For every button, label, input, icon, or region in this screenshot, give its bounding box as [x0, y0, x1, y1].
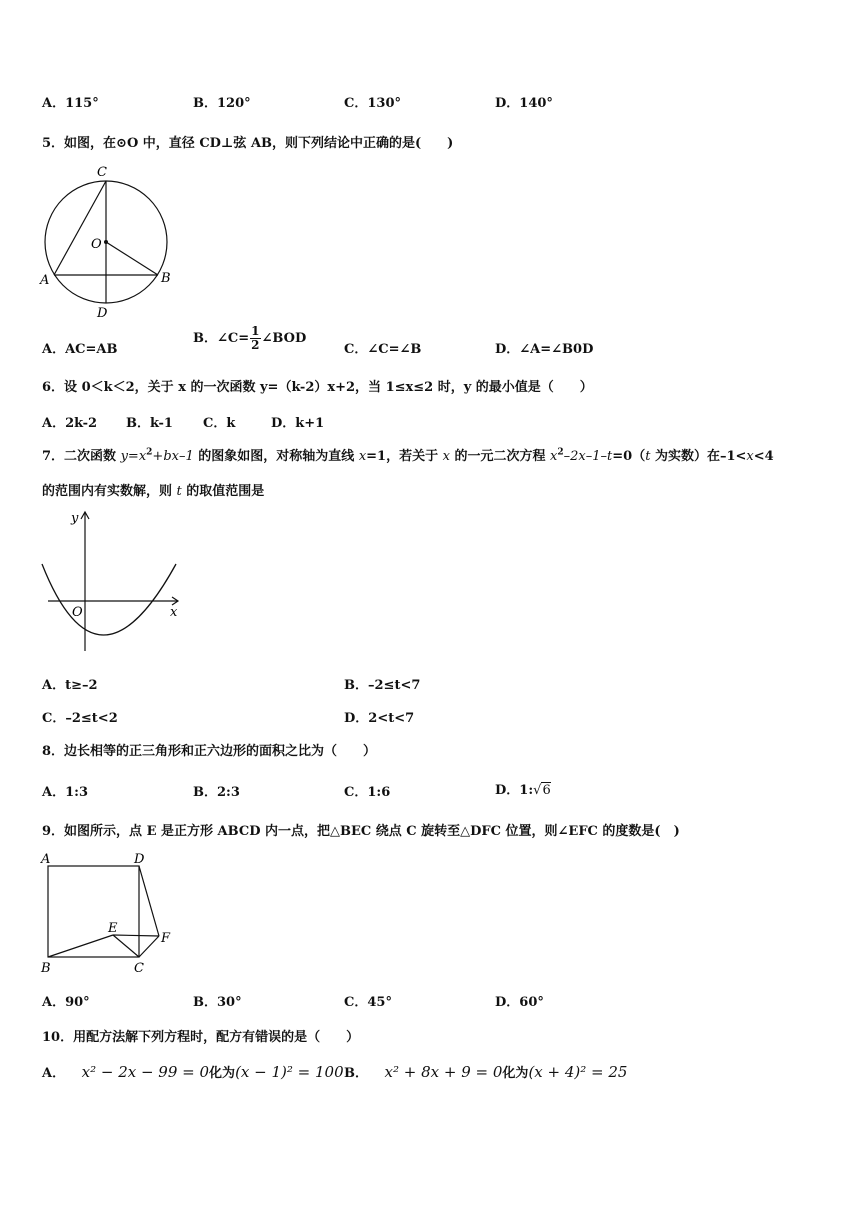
- equation-result: (x − 1)² = 100: [235, 1063, 344, 1081]
- math: t: [176, 484, 182, 499]
- math: –2x–1–t: [563, 449, 613, 464]
- option-text: –2≤t<2: [65, 711, 118, 726]
- option-key: A．: [42, 678, 66, 693]
- q7-option-c: [42, 707, 118, 726]
- option-text: 90°: [65, 995, 90, 1010]
- option-text: 化为: [209, 1066, 236, 1081]
- option-key: B．: [344, 678, 368, 693]
- option-key: A．: [42, 96, 66, 111]
- option-key: B．: [344, 1066, 368, 1081]
- math: x: [442, 449, 450, 464]
- q6-option-b: [126, 412, 173, 431]
- option-text: 2:3: [217, 785, 240, 800]
- text: =1，若关于: [366, 449, 443, 464]
- option-key: A．: [42, 1066, 66, 1081]
- option-key: A．: [42, 785, 66, 800]
- option-key: C．: [203, 416, 227, 431]
- option-text: 45°: [367, 995, 392, 1010]
- math: y=x: [120, 449, 147, 464]
- option-text: 115°: [65, 96, 99, 111]
- q6-option-c: [203, 412, 235, 431]
- option-key: A．: [42, 416, 66, 431]
- q8-option-b: [193, 781, 240, 800]
- segment-be: [48, 935, 113, 957]
- option-key: D．: [495, 96, 520, 111]
- q7-option-d: [344, 707, 414, 726]
- q6-stem: 6．设 0＜k＜2，关于 x 的一次函数 y=（k-2）x+2，当 1≤x≤2 时，y 的最小值是（ ）: [42, 380, 593, 395]
- option-text: t≥–2: [65, 678, 98, 693]
- option-text: 130°: [367, 96, 401, 111]
- segment-ec: [113, 935, 139, 957]
- option-text: k-1: [150, 416, 173, 431]
- q7-parabola-figure: [38, 506, 188, 656]
- q4-option-d: [495, 92, 553, 111]
- q5-option-a: [42, 338, 118, 357]
- text: =0（: [612, 449, 646, 464]
- text: 的取值范围是: [181, 484, 265, 499]
- math: x: [358, 449, 367, 464]
- option-text: k+1: [295, 416, 325, 431]
- q7-option-a: [42, 674, 98, 693]
- option-key: B．: [193, 785, 217, 800]
- q4-option-b: [193, 92, 251, 111]
- option-key: C．: [344, 785, 368, 800]
- segment-ac: [54, 181, 106, 275]
- q6-option-a: [42, 412, 97, 431]
- equation: x² + 8x + 9 = 0: [384, 1063, 503, 1081]
- q6-option-d: [271, 412, 324, 431]
- option-key: C．: [42, 711, 66, 726]
- option-text: ∠BOD: [261, 331, 307, 346]
- option-text: ∠C=∠B: [367, 342, 422, 357]
- option-key: D．: [344, 711, 369, 726]
- option-text: ∠C=: [217, 331, 250, 346]
- q7-stem-line2: [42, 480, 264, 499]
- option-key: D．: [495, 995, 520, 1010]
- q9-option-a: [42, 991, 90, 1010]
- equation-result: (x + 4)² = 25: [528, 1063, 628, 1081]
- option-key: D．: [495, 342, 520, 357]
- label-e: E: [108, 921, 118, 936]
- text: 的范围内有实数解，则: [42, 484, 177, 499]
- text: 为实数）在–1<: [650, 449, 747, 464]
- option-text: ∠A=∠B0D: [519, 342, 594, 357]
- option-key: C．: [344, 96, 368, 111]
- square-abcd: [48, 866, 139, 957]
- option-text: k: [226, 416, 236, 431]
- center-point: [104, 240, 108, 244]
- sqrt-symbol: √6: [533, 783, 551, 798]
- option-text: 30°: [217, 995, 242, 1010]
- q9-option-d: [495, 991, 544, 1010]
- q5-stem: 5．如图，在⊙O 中，直径 CD⊥弦 AB，则下列结论中正确的是( ): [42, 136, 454, 151]
- q10-stem: 10．用配方法解下列方程时，配方有错误的是（ ）: [42, 1030, 360, 1045]
- option-key: C．: [344, 995, 368, 1010]
- option-key: B．: [193, 96, 217, 111]
- label-a: A: [41, 852, 51, 867]
- q9-option-b: [193, 991, 242, 1010]
- radicand: 6: [542, 783, 551, 798]
- q8-option-d: [495, 779, 551, 798]
- label-b: B: [161, 271, 171, 286]
- fraction: [250, 325, 260, 352]
- option-text: 化为: [502, 1066, 529, 1081]
- option-text: –2≤t<7: [368, 678, 421, 693]
- q8-option-c: [344, 781, 390, 800]
- label-d: D: [97, 306, 108, 320]
- text: 7．二次函数: [42, 449, 121, 464]
- q7-option-b: [344, 674, 420, 693]
- q4-option-a: [42, 92, 99, 111]
- segment-df: [139, 866, 159, 936]
- option-text: 1:: [519, 783, 534, 798]
- label-c: C: [97, 165, 107, 180]
- q8-stem: 8．边长相等的正三角形和正六边形的面积之比为（ ）: [42, 744, 377, 759]
- q10-option-a: [42, 1062, 344, 1081]
- option-text: 2<t<7: [368, 711, 415, 726]
- option-key: A．: [42, 995, 66, 1010]
- equation: x² − 2x − 99 = 0: [81, 1063, 210, 1081]
- label-o: O: [72, 605, 83, 620]
- q4-option-c: [344, 92, 401, 111]
- math: x: [746, 449, 754, 464]
- option-text: 60°: [519, 995, 544, 1010]
- option-key: D．: [271, 416, 296, 431]
- text: 的一元二次方程: [449, 449, 551, 464]
- segment-fc: [139, 936, 159, 957]
- option-text: AC=AB: [65, 342, 118, 357]
- q10-option-b: [344, 1062, 627, 1081]
- math: +bx–1: [152, 449, 194, 464]
- option-text: 2k-2: [65, 416, 98, 431]
- text: 的图象如图，对称轴为直线: [193, 449, 359, 464]
- q5-option-c: [344, 338, 421, 357]
- option-key: A．: [42, 342, 66, 357]
- segment-ef: [113, 935, 159, 936]
- segment-ob: [106, 242, 158, 275]
- option-text: 120°: [217, 96, 251, 111]
- label-a: A: [40, 273, 50, 288]
- option-key: C．: [344, 342, 368, 357]
- q9-option-c: [344, 991, 392, 1010]
- math: t: [645, 449, 651, 464]
- option-text: 140°: [519, 96, 553, 111]
- q7-stem-line1: 7．二次函数 $y=x^2+bx-1$ 的图象如图，对称轴为直线 x=1，若关于 x 的一元二次方程 $x^2-2x-1-t=0(t$ 为实数）在–1<x<4: [42, 447, 774, 464]
- label-y: y: [71, 511, 79, 526]
- label-f: F: [161, 931, 171, 946]
- q5-option-d: [495, 338, 593, 357]
- parabola-curve: [42, 564, 176, 635]
- option-key: D．: [495, 783, 520, 798]
- label-x: x: [170, 605, 178, 620]
- option-key: B．: [193, 995, 217, 1010]
- label-b: B: [41, 961, 51, 976]
- q5-circle-figure: [38, 160, 178, 320]
- q5-option-b: [193, 325, 306, 352]
- math: x: [550, 449, 558, 464]
- q9-stem: 9．如图所示，点 E 是正方形 ABCD 内一点，把△BEC 绕点 C 旋转至△DFC 位置，则∠EFC 的度数是( ): [42, 824, 680, 839]
- q8-option-a: [42, 781, 88, 800]
- label-o: O: [91, 237, 102, 252]
- label-d: D: [134, 852, 145, 867]
- q9-square-figure: [38, 848, 178, 978]
- text: <4: [753, 449, 774, 464]
- option-text: 1:3: [65, 785, 88, 800]
- option-text: 1:6: [367, 785, 391, 800]
- option-key: B．: [126, 416, 150, 431]
- option-key: B．: [193, 331, 217, 346]
- label-c: C: [134, 961, 144, 976]
- fraction-denominator: 2: [251, 338, 260, 352]
- fraction-numerator: 1: [251, 324, 260, 338]
